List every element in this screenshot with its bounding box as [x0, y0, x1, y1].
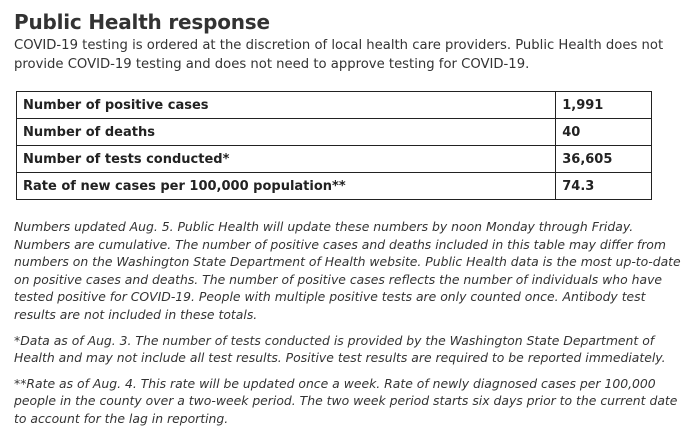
row-value: 74.3: [556, 173, 652, 200]
row-value: 36,605: [556, 146, 652, 173]
row-label: Rate of new cases per 100,000 population**: [17, 173, 556, 200]
row-label: Number of deaths: [17, 119, 556, 146]
footnote-updated: Numbers updated Aug. 5. Public Health will update these numbers by noon Monday through Friday. Numbers are cumulative. The number of positive cases and deaths included in this table may differ from numbers on the Washington State Department of Health website. Public Health data is the most up-to-date on positive cases and deaths. The number of positive cases reflects the number of individuals who have tested positive for COVID-19. People with multiple positive tests are only counted once. Antibody test results are not included in these totals.: [14, 219, 681, 322]
page-title: Public Health response: [14, 10, 270, 34]
row-label: Number of tests conducted*: [17, 146, 556, 173]
footnotes: [14, 218, 684, 436]
table-row: [17, 146, 652, 173]
table-row: [17, 173, 652, 200]
page-content: [14, 8, 682, 426]
footnote-tests: *Data as of Aug. 3. The number of tests conducted is provided by the Washington State Department of Health and may not include all test results. Positive test results are required to be reported immediately.: [14, 332, 666, 366]
footnote-rate: **Rate as of Aug. 4. This rate will be updated once a week. Rate of newly diagnosed cases per 100,000 people in the county over a two-week period. The two week period starts six days prior to the current date to account for the lag in reporting.: [14, 375, 678, 426]
table-row: [17, 92, 652, 119]
intro-text: COVID-19 testing is ordered at the discretion of local health care providers. Public Health does not provide COVID-19 testing and does not need to approve testing for COVID-19.: [14, 38, 664, 72]
row-value: 1,991: [556, 92, 652, 119]
row-value: 40: [556, 119, 652, 146]
table-row: [17, 119, 652, 146]
row-label: Number of positive cases: [17, 92, 556, 119]
stats-table: [16, 91, 652, 200]
